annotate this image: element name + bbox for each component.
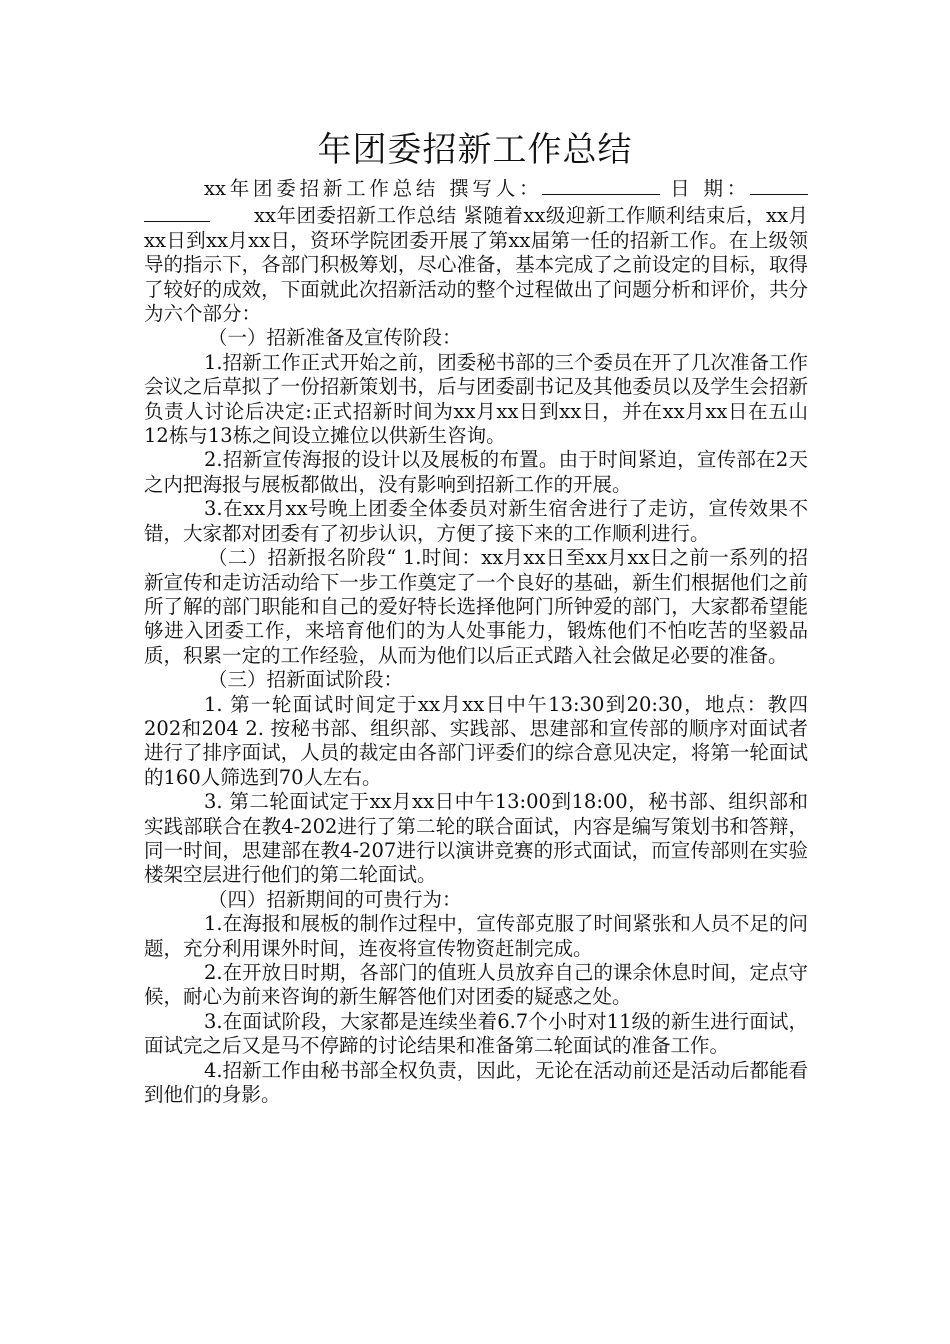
page-title: 年团委招新工作总结	[317, 130, 633, 170]
author-blank	[542, 174, 660, 195]
list-item: 3.在面试阶段，大家都是连续坐着6.7个小时对11级的新生进行面试，面试完之后又是马不停蹄的讨论结果和准备第二轮面试的准备工作。	[144, 1009, 808, 1058]
list-item: 4.招新工作由秘书部全权负责，因此，无论在活动前还是活动后都能看到他们的身影。	[144, 1058, 808, 1107]
intro-text: xx年团委招新工作总结 紧随着xx级迎新工作顺利结束后，xx月xx日到xx月xx日，资环学院团委开展了第xx届第一任的招新工作。在上级领导的指示下，各部门积极筹划，尽心准备，基本完成了之前设定的目标，取得了较好的成效，下面就此次招新活动的整个过程做出了问题分析和评价，共分为六个部分：	[144, 204, 808, 326]
list-item: 1. 第一轮面试时间定于xx月xx日中午13:30到20:30，地点：教四202和204 2. 按秘书部、组织部、实践部、思建部和宣传部的顺序对面试者进行了排序面试，人员的裁定由各部门评委们的综合意见决定，将第一轮面试的160人筛选到70人左右。	[144, 692, 808, 789]
list-item: 2.在开放日时期，各部门的值班人员放弃自己的课余休息时间，定点守候，耐心为前来咨询的新生解答他们对团委的疑惑之处。	[144, 961, 808, 1009]
section-heading: （二）招新报名阶段“ 1.时间：xx月xx日至xx月xx日之前一系列的招新宣传和走访活动给下一步工作奠定了一个良好的基础，新生们根据他们之前所了解的部门职能和自己的爱好特长选择他阿门所钟爱的部门，大家都希望能够进入团委工作，来培育他们的为人处事能力，锻炼他们不怕吃苦的坚毅品质，积累一定的工作经验，从而为他们以后正式踏入社会做足必要的准备。	[144, 546, 808, 667]
section-heading: （一）招新准备及宣传阶段：	[208, 326, 462, 350]
list-item: 2.招新宣传海报的设计以及展板的布置。由于时间紧迫，宣传部在2天之内把海报与展板都做出，没有影响到招新工作的开展。	[144, 448, 808, 496]
date-blank-2	[144, 201, 210, 222]
date-blank-1	[750, 174, 808, 195]
list-item: 3.在xx月xx号晚上团委全体委员对新生宿舍进行了走访，宣传效果不错，大家都对团委有了初步认识，方便了接下来的工作顺利进行。	[144, 497, 808, 545]
author-label: xx年团委招新工作总结 撰写人：	[204, 177, 543, 200]
list-item: 1.在海报和展板的制作过程中，宣传部克服了时间紧张和人员不足的问题，充分利用课外时间，连夜将宣传物资赶制完成。	[144, 912, 808, 960]
header-paragraph	[144, 174, 808, 326]
document-body	[144, 174, 808, 1107]
list-item: 1.招新工作正式开始之前，团委秘书部的三个委员在开了几次准备工作会议之后草拟了一份招新策划书，后与团委副书记及其他委员以及学生会招新负责人讨论后决定:正式招新时间为xx月xx日到xx日，并在xx月xx日在五山12栋与13栋之间设立摊位以供新生咨询。	[144, 350, 808, 448]
section-heading: （三）招新面试阶段：	[208, 668, 404, 692]
list-item: 3. 第二轮面试定于xx月xx日中午13:00到18:00，秘书部、组织部和实践部联合在教4-202进行了第二轮的联合面试，内容是编写策划书和答辩，同一时间，思建部在教4-207进行以演讲竞赛的形式面试，而宣传部则在实验楼架空层进行他们的第二轮面试。	[144, 790, 808, 887]
section-heading: （四）招新期间的可贵行为：	[208, 887, 462, 911]
date-label: 日 期：	[660, 177, 750, 200]
